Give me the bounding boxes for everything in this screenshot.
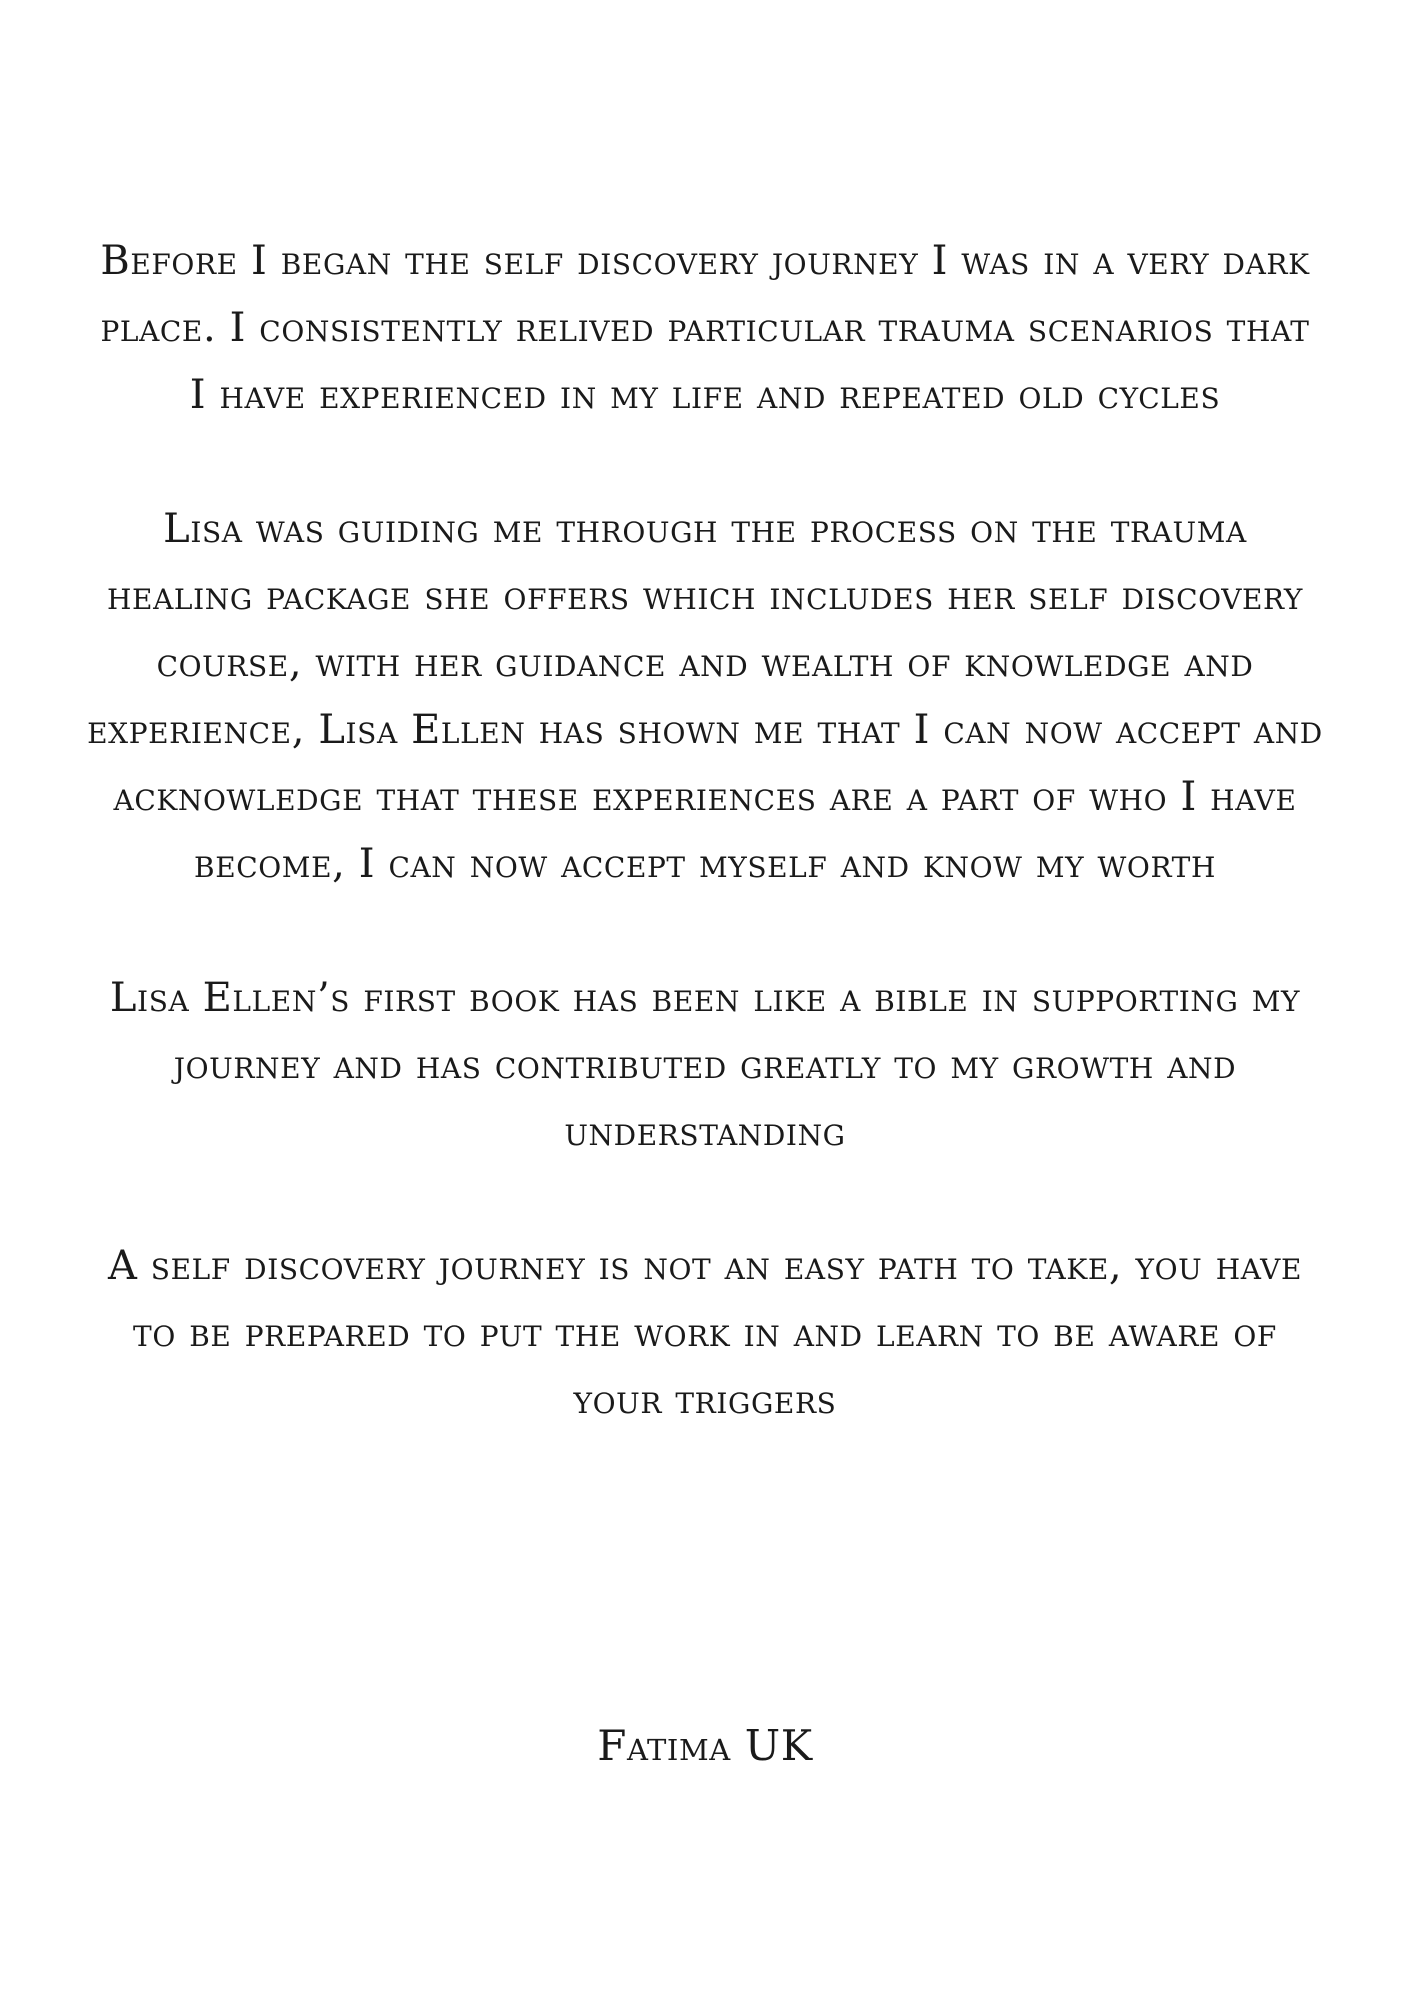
paragraph-line: journey and has contributed greatly to my growth and [173, 1042, 1237, 1088]
testimonial-signature: Fatima UK [597, 1721, 813, 1770]
paragraph-line: healing package she offers which includes her self discovery [107, 573, 1303, 619]
testimonial-body [0, 228, 1410, 1501]
paragraph-line: understanding [564, 1109, 846, 1155]
paragraph-3 [0, 965, 1410, 1166]
paragraph-line: place. I consistently relived particular trauma scenarios that [100, 305, 1310, 351]
paragraph-line: I have experienced in my life and repeated old cycles [189, 372, 1221, 418]
paragraph-2 [0, 496, 1410, 898]
paragraph-line: Before I began the self discovery journey I was in a very dark [100, 238, 1310, 284]
paragraph-line: course, with her guidance and wealth of knowledge and [156, 640, 1254, 686]
paragraph-line: become, I can now accept myself and know my worth [194, 841, 1216, 887]
paragraph-1 [0, 228, 1410, 429]
paragraph-line: experience, Lisa Ellen has shown me that I can now accept and [87, 707, 1323, 753]
paragraph-line: to be prepared to put the work in and learn to be aware of [133, 1310, 1277, 1356]
paragraph-line: A self discovery journey is not an easy path to take, you have [107, 1243, 1302, 1289]
paragraph-line: acknowledge that these experiences are a part of who I have [113, 774, 1297, 820]
paragraph-line: Lisa was guiding me through the process on the trauma [163, 506, 1247, 552]
paragraph-4 [0, 1233, 1410, 1434]
paragraph-line: Lisa Ellen’s first book has been like a bible in supporting my [109, 975, 1301, 1021]
paragraph-line: your triggers [573, 1377, 837, 1423]
